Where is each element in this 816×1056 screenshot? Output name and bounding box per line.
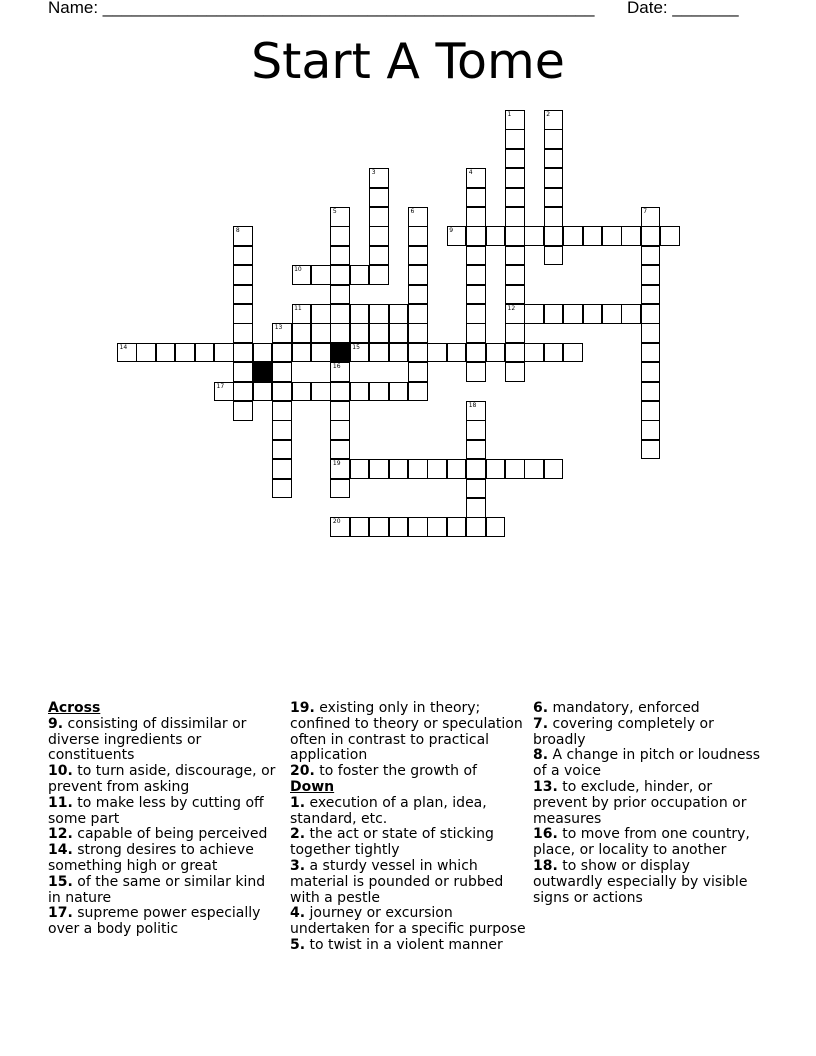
grid-cell[interactable] xyxy=(233,343,253,363)
clue-across-15: 15. of the same or similar kind in nature xyxy=(48,873,266,906)
grid-cell[interactable] xyxy=(563,226,583,246)
grid-cell[interactable] xyxy=(408,362,428,382)
clue-across-17: 17. supreme power especially over a body politic xyxy=(48,905,261,938)
grid-cell[interactable] xyxy=(466,440,486,460)
grid-cell[interactable] xyxy=(136,343,156,363)
grid-cell[interactable] xyxy=(486,459,506,479)
grid-cell[interactable] xyxy=(311,323,331,343)
grid-cell[interactable] xyxy=(486,226,506,246)
grid-cell[interactable] xyxy=(408,304,428,324)
grid-cell[interactable] xyxy=(311,343,331,363)
grid-cell[interactable] xyxy=(544,459,564,479)
cell-number: 5 xyxy=(332,208,337,215)
date-field-label: Date: _______ xyxy=(627,0,739,17)
grid-cell[interactable] xyxy=(447,459,467,479)
grid-cell[interactable] xyxy=(466,323,486,343)
grid-cell[interactable] xyxy=(544,304,564,324)
grid-cell[interactable] xyxy=(408,517,428,537)
grid-cell[interactable] xyxy=(641,382,661,402)
grid-cell[interactable] xyxy=(292,382,312,402)
clue-down-3: 3. a sturdy vessel in which material is pounded or rubbed with a pestle xyxy=(290,857,504,906)
cell-number: 12 xyxy=(507,305,516,312)
clue-across-9: 9. consisting of dissimilar or diverse ingredients or constituents xyxy=(48,715,247,764)
grid-cell[interactable] xyxy=(427,343,447,363)
grid-cell[interactable] xyxy=(272,382,292,402)
grid-cell[interactable] xyxy=(544,110,564,130)
grid-cell[interactable] xyxy=(466,226,486,246)
grid-cell[interactable] xyxy=(641,440,661,460)
clues-column-2 xyxy=(290,701,528,954)
grid-cell[interactable] xyxy=(544,168,564,188)
cell-number: 18 xyxy=(468,402,477,409)
grid-cell[interactable] xyxy=(641,226,661,246)
grid-cell[interactable] xyxy=(272,420,292,440)
cell-number: 7 xyxy=(643,208,648,215)
grid-cell[interactable] xyxy=(408,323,428,343)
grid-cell[interactable] xyxy=(447,226,467,246)
grid-cell[interactable] xyxy=(369,382,389,402)
grid-cell[interactable] xyxy=(233,265,253,285)
grid-cell[interactable] xyxy=(330,323,350,343)
grid-cell[interactable] xyxy=(330,440,350,460)
grid-cell[interactable] xyxy=(330,401,350,421)
cell-number: 16 xyxy=(332,363,341,371)
grid-cell[interactable] xyxy=(641,323,661,343)
grid-cell[interactable] xyxy=(330,226,350,246)
grid-cell[interactable] xyxy=(369,459,389,479)
grid-cell[interactable] xyxy=(505,265,525,285)
grid-cell[interactable] xyxy=(369,323,389,343)
grid-cell[interactable] xyxy=(369,343,389,363)
grid-cell[interactable] xyxy=(466,207,486,227)
grid-cell[interactable] xyxy=(408,343,428,363)
cell-number: 6 xyxy=(410,208,415,215)
grid-cell[interactable] xyxy=(156,343,176,363)
clue-down-7: 7. covering completely or broadly xyxy=(533,715,714,748)
grid-cell[interactable] xyxy=(641,343,661,363)
cell-number: 1 xyxy=(507,111,512,118)
cell-number: 17 xyxy=(216,382,225,390)
grid-cell[interactable] xyxy=(466,265,486,285)
grid-block xyxy=(330,343,350,363)
grid-cell[interactable] xyxy=(311,382,331,402)
grid-cell[interactable] xyxy=(466,362,486,382)
grid-cell[interactable] xyxy=(330,265,350,285)
grid-cell[interactable] xyxy=(466,420,486,440)
grid-cell[interactable] xyxy=(272,401,292,421)
grid-cell[interactable] xyxy=(641,362,661,382)
grid-cell[interactable] xyxy=(505,149,525,169)
grid-cell[interactable] xyxy=(369,226,389,246)
cell-number: 15 xyxy=(352,343,360,351)
clue-down-5: 5. to twist in a violent manner xyxy=(290,936,503,953)
grid-cell[interactable] xyxy=(544,188,564,208)
grid-cell[interactable] xyxy=(272,479,292,499)
grid-cell[interactable] xyxy=(505,168,525,188)
grid-cell[interactable] xyxy=(311,265,331,285)
grid-cell[interactable] xyxy=(369,168,389,188)
grid-cell[interactable] xyxy=(641,304,661,324)
grid-cell[interactable] xyxy=(233,382,253,402)
grid-cell[interactable] xyxy=(330,479,350,499)
grid-cell[interactable] xyxy=(563,304,583,324)
grid-cell[interactable] xyxy=(563,343,583,363)
clues-column-1 xyxy=(48,701,282,938)
clue-down-6: 6. mandatory, enforced xyxy=(533,700,700,716)
grid-cell[interactable] xyxy=(311,304,331,324)
grid-cell[interactable] xyxy=(330,517,350,537)
grid-cell[interactable] xyxy=(330,207,350,227)
grid-cell[interactable] xyxy=(621,226,641,246)
grid-cell[interactable] xyxy=(369,517,389,537)
grid-cell[interactable] xyxy=(505,304,525,324)
grid-cell[interactable] xyxy=(505,459,525,479)
cell-number: 2 xyxy=(546,111,551,118)
clue-down-1: 1. execution of a plan, idea, standard, etc. xyxy=(290,794,487,827)
grid-cell[interactable] xyxy=(233,401,253,421)
grid-cell[interactable] xyxy=(408,459,428,479)
grid-cell[interactable] xyxy=(641,207,661,227)
grid-cell[interactable] xyxy=(214,343,234,363)
grid-cell[interactable] xyxy=(389,343,409,363)
grid-cell[interactable] xyxy=(389,304,409,324)
grid-cell[interactable] xyxy=(272,440,292,460)
grid-cell[interactable] xyxy=(602,226,622,246)
grid-cell[interactable] xyxy=(330,304,350,324)
grid-block xyxy=(253,362,273,382)
grid-cell[interactable] xyxy=(292,265,312,285)
grid-cell[interactable] xyxy=(427,459,447,479)
grid-cell[interactable] xyxy=(466,401,486,421)
grid-cell[interactable] xyxy=(524,226,544,246)
grid-cell[interactable] xyxy=(272,323,292,343)
grid-cell[interactable] xyxy=(486,343,506,363)
clue-across-14: 14. strong desires to achieve something high or great xyxy=(48,842,254,874)
grid-cell[interactable] xyxy=(505,110,525,130)
grid-cell[interactable] xyxy=(350,517,370,537)
grid-cell[interactable] xyxy=(544,246,564,266)
clue-across-19: 19. existing only in theory; confined to theory or speculation often in contrast to practical application xyxy=(290,700,523,764)
grid-cell[interactable] xyxy=(389,382,409,402)
grid-cell[interactable] xyxy=(330,382,350,402)
grid-cell[interactable] xyxy=(233,285,253,305)
grid-cell[interactable] xyxy=(272,343,292,363)
grid-cell[interactable] xyxy=(233,304,253,324)
grid-cell[interactable] xyxy=(505,285,525,305)
grid-cell[interactable] xyxy=(330,285,350,305)
grid-cell[interactable] xyxy=(369,265,389,285)
grid-cell[interactable] xyxy=(544,149,564,169)
grid-cell[interactable] xyxy=(486,517,506,537)
grid-cell[interactable] xyxy=(466,517,486,537)
grid-cell[interactable] xyxy=(544,226,564,246)
grid-cell[interactable] xyxy=(195,343,215,363)
grid-cell[interactable] xyxy=(408,382,428,402)
grid-cell[interactable] xyxy=(233,226,253,246)
grid-cell[interactable] xyxy=(330,459,350,479)
grid-cell[interactable] xyxy=(389,323,409,343)
cell-number: 4 xyxy=(468,169,473,177)
grid-cell[interactable] xyxy=(350,382,370,402)
grid-cell[interactable] xyxy=(505,246,525,266)
grid-cell[interactable] xyxy=(505,226,525,246)
grid-cell[interactable] xyxy=(408,246,428,266)
grid-cell[interactable] xyxy=(641,265,661,285)
clue-down-8: 8. A change in pitch or loudness of a voice xyxy=(533,747,761,780)
grid-cell[interactable] xyxy=(175,343,195,363)
grid-cell[interactable] xyxy=(544,129,564,149)
grid-cell[interactable] xyxy=(466,188,486,208)
grid-cell[interactable] xyxy=(292,304,312,324)
grid-cell[interactable] xyxy=(505,207,525,227)
grid-cell[interactable] xyxy=(330,420,350,440)
cell-number: 3 xyxy=(371,169,376,177)
clue-down-13: 13. to exclude, hinder, or prevent by prior occupation or measures xyxy=(533,778,747,827)
grid-cell[interactable] xyxy=(505,323,525,343)
grid-cell[interactable] xyxy=(641,246,661,266)
grid-cell[interactable] xyxy=(505,129,525,149)
grid-cell[interactable] xyxy=(466,246,486,266)
name-field-label: Name: ____________________________________________________ xyxy=(48,0,595,17)
grid-cell[interactable] xyxy=(214,382,234,402)
cell-number: 11 xyxy=(294,305,302,312)
grid-cell[interactable] xyxy=(408,226,428,246)
grid-cell[interactable] xyxy=(641,401,661,421)
grid-cell[interactable] xyxy=(602,304,622,324)
clue-across-10: 10. to turn aside, discourage, or prevent from asking xyxy=(48,763,276,795)
cell-number: 9 xyxy=(449,227,454,235)
clue-down-16: 16. to move from one country, place, or locality to another xyxy=(533,826,750,859)
down-heading: Down xyxy=(290,778,335,795)
grid-cell[interactable] xyxy=(389,459,409,479)
grid-cell[interactable] xyxy=(369,304,389,324)
cell-number: 20 xyxy=(332,518,341,526)
grid-cell[interactable] xyxy=(447,517,467,537)
grid-cell[interactable] xyxy=(350,343,370,363)
grid-cell[interactable] xyxy=(621,304,641,324)
grid-cell[interactable] xyxy=(524,304,544,324)
grid-cell[interactable] xyxy=(369,207,389,227)
grid-cell[interactable] xyxy=(389,517,409,537)
clue-across-11: 11. to make less by cutting off some part xyxy=(48,794,264,827)
clue-across-12: 12. capable of being perceived xyxy=(48,826,268,843)
grid-cell[interactable] xyxy=(253,343,273,363)
grid-cell[interactable] xyxy=(641,420,661,440)
grid-cell[interactable] xyxy=(447,343,467,363)
grid-cell[interactable] xyxy=(505,343,525,363)
grid-cell[interactable] xyxy=(292,323,312,343)
grid-cell[interactable] xyxy=(466,498,486,518)
grid-cell[interactable] xyxy=(253,382,273,402)
clue-down-18: 18. to show or display outwardly especially by visible signs or actions xyxy=(533,857,748,906)
grid-cell[interactable] xyxy=(466,168,486,188)
grid-cell[interactable] xyxy=(408,207,428,227)
grid-cell[interactable] xyxy=(583,304,603,324)
grid-cell[interactable] xyxy=(350,323,370,343)
grid-cell[interactable] xyxy=(505,188,525,208)
grid-cell[interactable] xyxy=(408,265,428,285)
grid-cell[interactable] xyxy=(583,226,603,246)
grid-cell[interactable] xyxy=(233,362,253,382)
grid-cell[interactable] xyxy=(369,246,389,266)
grid-cell[interactable] xyxy=(466,304,486,324)
grid-cell[interactable] xyxy=(350,459,370,479)
grid-cell[interactable] xyxy=(524,459,544,479)
grid-cell[interactable] xyxy=(466,343,486,363)
clue-across-20: 20. to foster the growth of xyxy=(290,763,477,780)
cell-number: 14 xyxy=(119,343,128,351)
puzzle-title: Start A Tome xyxy=(251,33,565,90)
grid-cell[interactable] xyxy=(641,285,661,305)
grid-cell[interactable] xyxy=(350,304,370,324)
grid-cell[interactable] xyxy=(233,246,253,266)
grid-cell[interactable] xyxy=(408,285,428,305)
cell-number: 13 xyxy=(274,324,283,332)
grid-cell[interactable] xyxy=(272,459,292,479)
grid-cell[interactable] xyxy=(466,285,486,305)
clue-down-2: 2. the act or state of sticking together tightly xyxy=(290,826,494,859)
grid-cell[interactable] xyxy=(660,226,680,246)
cell-number: 10 xyxy=(294,266,302,274)
grid-cell[interactable] xyxy=(524,343,544,363)
grid-cell[interactable] xyxy=(233,323,253,343)
grid-cell[interactable] xyxy=(330,362,350,382)
grid-cell[interactable] xyxy=(544,343,564,363)
clues-column-3 xyxy=(533,701,763,906)
grid-cell[interactable] xyxy=(330,246,350,266)
clue-down-4: 4. journey or excursion undertaken for a specific purpose xyxy=(290,905,526,938)
grid-cell[interactable] xyxy=(350,265,370,285)
grid-cell[interactable] xyxy=(292,343,312,363)
across-heading: Across xyxy=(48,700,101,716)
cell-number: 8 xyxy=(235,227,240,235)
grid-cell[interactable] xyxy=(544,207,564,227)
grid-cell[interactable] xyxy=(369,188,389,208)
grid-cell[interactable] xyxy=(505,362,525,382)
grid-cell[interactable] xyxy=(466,459,486,479)
cell-number: 19 xyxy=(332,460,341,468)
grid-cell[interactable] xyxy=(466,479,486,499)
grid-cell[interactable] xyxy=(117,343,137,363)
grid-cell[interactable] xyxy=(427,517,447,537)
grid-cell[interactable] xyxy=(272,362,292,382)
